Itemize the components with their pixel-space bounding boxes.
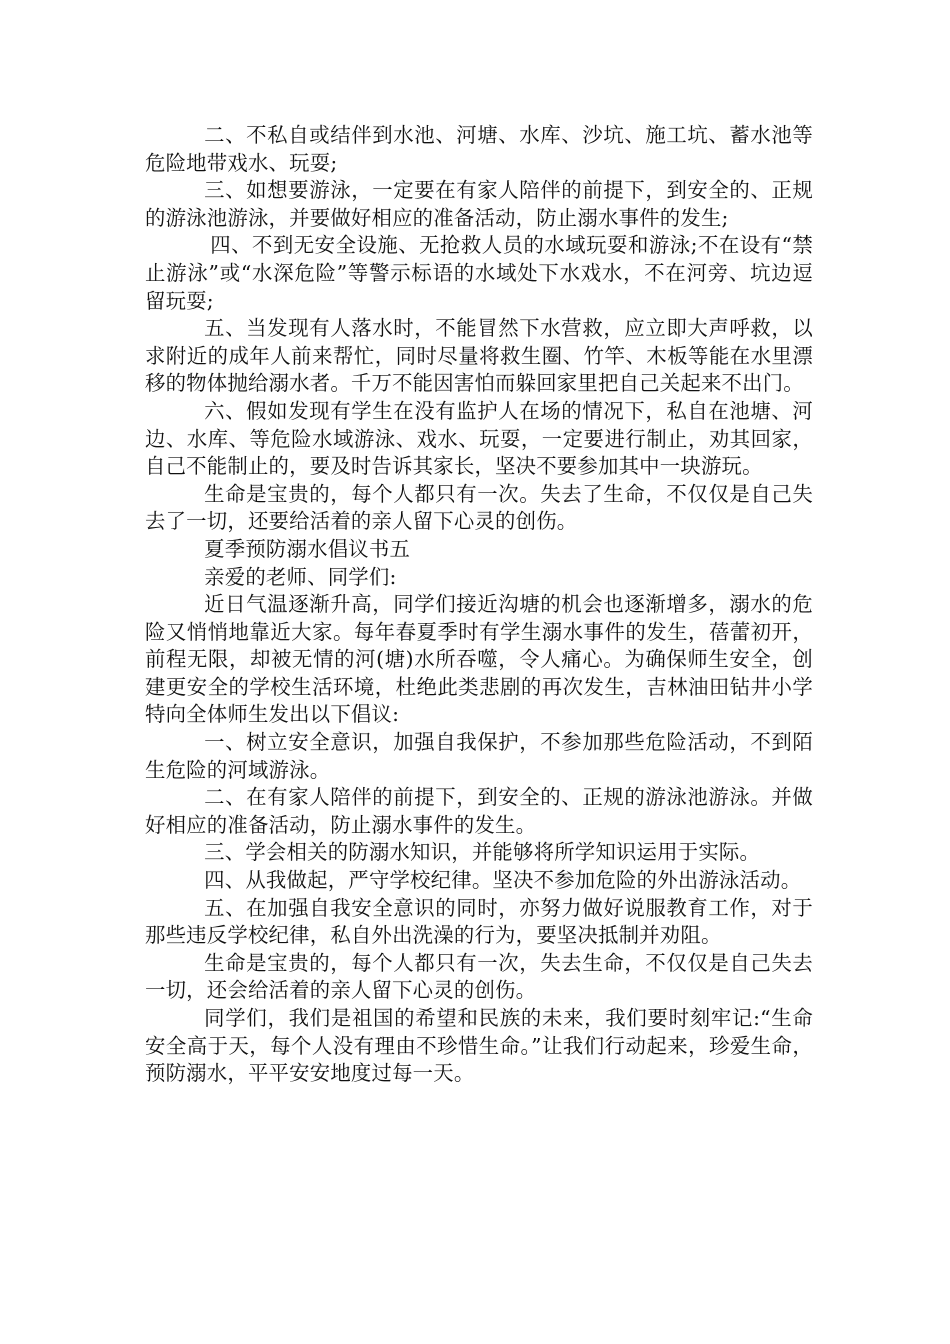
proposal-item-3: 三、学会相关的防溺水知识，并能够将所学知识运用于实际。 <box>204 840 761 865</box>
proposal-item-4: 四、从我做起，严守学校纪律。坚决不参加危险的外出游泳活动。 <box>204 868 802 893</box>
paragraph-item-5: 五、当发现有人落水时，不能冒然下水营救，应立即大声呼救，以求附近的成年人前来帮忙，同时尽量将救生圈、竹竿、木板等能在水里漂移的物体抛给溺水者。千万不能因害怕而躲回家里把自己关起来不出门。 <box>145 316 813 396</box>
paragraph-item-2: 二、不私自或结伴到水池、河塘、水库、沙坑、施工坑、蓄水池等危险地带戏水、玩耍; <box>145 123 813 175</box>
paragraph-item-3: 三、如想要游泳，一定要在有家人陪伴的前提下，到安全的、正规的游泳池游泳，并要做好相应的准备活动，防止溺水事件的发生; <box>145 178 813 230</box>
paragraph-item-4: 四、不到无安全设施、无抢救人员的水域玩耍和游泳;不在设有“禁止游泳”或“水深危险”等警示标语的水域处下水戏水，不在河旁、坑边逗留玩耍; <box>145 233 813 313</box>
document-body <box>145 122 813 1088</box>
paragraph-item-6: 六、假如发现有学生在没有监护人在场的情况下，私自在池塘、河边、水库、等危险水域游泳、戏水、玩耍，一定要进行制止，劝其回家，自己不能制止的，要及时告诉其家长，坚决不要参加其中一块游玩。 <box>145 398 813 479</box>
paragraph-conclusion: 生命是宝贵的，每个人都只有一次。失去了生命，不仅仅是自己失去了一切，还要给活着的亲人留下心灵的创伤。 <box>145 481 813 534</box>
proposal-item-5: 五、在加强自我安全意识的同时，亦努力做好说服教育工作，对于那些违反学校纪律，私自外出洗澡的行为，要坚决抵制并劝阻。 <box>145 895 813 948</box>
paragraph-closing: 同学们，我们是祖国的希望和民族的未来，我们要时刻牢记:“生命安全高于天，每个人没有理由不珍惜生命。”让我们行动起来，珍爱生命，预防溺水，平平安安地度过每一天。 <box>145 1006 813 1086</box>
section-title: 夏季预防溺水倡议书五 <box>204 536 411 561</box>
salutation: 亲爱的老师、同学们: <box>204 564 397 589</box>
paragraph-intro: 近日气温逐渐升高，同学们接近沟塘的机会也逐渐增多，溺水的危险又悄悄地靠近大家。每年春夏季时有学生溺水事件的发生，蓓蕾初开，前程无限，却被无情的河(塘)水所吞噬，令人痛心。为确保师生安全，创建更安全的学校生活环境，杜绝此类悲剧的再次发生，吉林油田钻井小学特向全体师生发出以下倡议: <box>145 592 813 727</box>
paragraph-life: 生命是宝贵的，每个人都只有一次，失去生命，不仅仅是自己失去一切，还会给活着的亲人留下心灵的创伤。 <box>145 950 813 1003</box>
proposal-item-1: 一、树立安全意识，加强自我保护，不参加那些危险活动，不到陌生危险的河域游泳。 <box>145 730 813 782</box>
proposal-item-2: 二、在有家人陪伴的前提下，到安全的、正规的游泳池游泳。并做好相应的准备活动，防止溺水事件的发生。 <box>145 785 813 837</box>
